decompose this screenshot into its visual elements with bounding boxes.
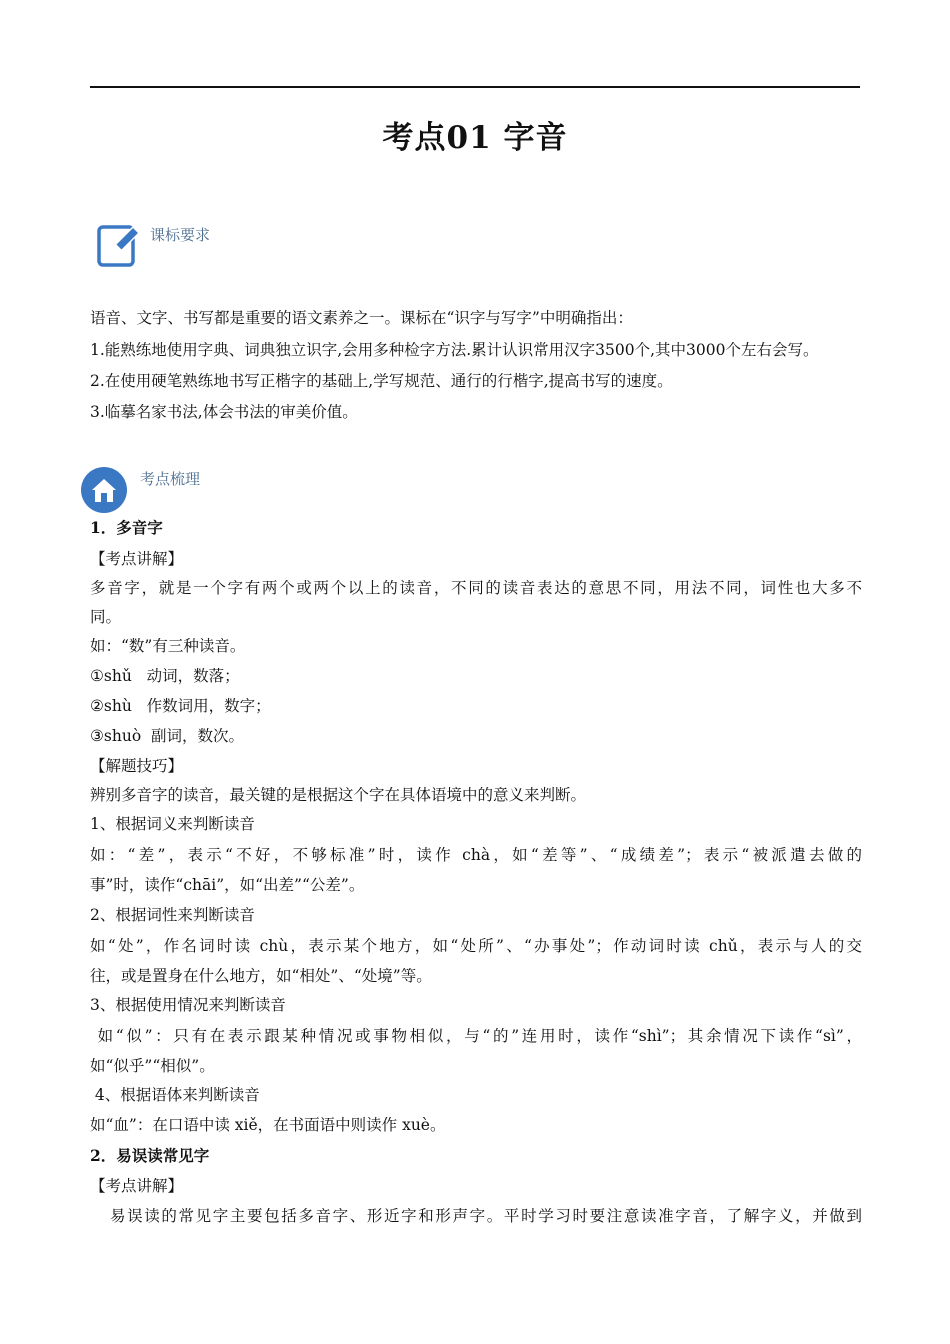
paragraph-line: 如“似”：只有在表示跟某种情况或事物相似，与“的”连用时，读作“shì”；其余情况下读作“sì”， <box>90 1027 862 1045</box>
paragraph-line: 如：“差”，表示“不好，不够标准”时，读作 chà，如“差等”、“成绩差”；表示“被派遣去做的 <box>90 846 862 864</box>
section-label-points: 考点梳理 <box>140 470 201 488</box>
header-rule <box>90 86 860 88</box>
section-header-requirements <box>96 222 210 270</box>
tip-title: 1、根据词义来判断读音 <box>90 815 255 833</box>
reading-item: ①shǔ 动词，数落； <box>90 667 240 685</box>
example-intro: 如：“数”有三种读音。 <box>90 637 246 655</box>
paragraph-line: 如“处”，作名词时读 chù，表示某个地方，如“处所”、“办事处”；作动词时读 chǔ，表示与人的交 <box>90 937 862 955</box>
requirements-intro: 语音、文字、书写都是重要的语文素养之一。课标在“识字与写字”中明确指出： <box>90 309 633 327</box>
tips-label: 【解题技巧】 <box>90 757 184 775</box>
section-header-points <box>80 466 200 514</box>
tip-title: 2、根据词性来判断读音 <box>90 906 255 924</box>
reading-item: ②shù 作数词用，数字； <box>90 697 271 715</box>
requirement-item: 1.能熟练地使用字典、词典独立识字,会用多种检字方法.累计认识常用汉字3500个,其中3000个左右会写。 <box>90 341 819 359</box>
tips-intro: 辨别多音字的读音，最关键的是根据这个字在具体语境中的意义来判断。 <box>90 786 587 804</box>
paragraph-line: 易误读的常见字主要包括多音字、形近字和形声字。平时学习时要注意读准字音，了解字义，并做到 <box>110 1207 862 1225</box>
requirement-item: 2.在使用硬笔熟练地书写正楷字的基础上,学写规范、通行的行楷字,提高书写的速度。 <box>90 372 673 390</box>
explain-label: 【考点讲解】 <box>90 1177 184 1195</box>
paragraph-line: 事”时，读作“chāi”，如“出差”“公差”。 <box>90 876 365 894</box>
reading-item: ③shuò 副词，数次。 <box>90 727 245 745</box>
tip-title: 4、根据语体来判断读音 <box>90 1086 260 1104</box>
paragraph-line: 如“似乎”“相似”。 <box>90 1057 215 1075</box>
page-title: 考点01 字音 <box>382 120 568 156</box>
paragraph-line: 往，或是置身在什么地方，如“相处”、“处境”等。 <box>90 967 432 985</box>
heading-misread-chars: 2．易误读常见字 <box>90 1146 210 1165</box>
tip-title: 3、根据使用情况来判断读音 <box>90 996 286 1014</box>
edit-note-icon <box>96 222 140 270</box>
paragraph-line: 如“血”：在口语中读 xiě，在书面语中则读作 xuè。 <box>90 1116 446 1134</box>
heading-polyphones: 1．多音字 <box>90 518 163 537</box>
paragraph-line: 同。 <box>90 608 122 626</box>
section-label-requirements: 课标要求 <box>150 226 211 244</box>
home-icon <box>80 466 128 514</box>
explain-label: 【考点讲解】 <box>90 550 184 568</box>
requirement-item: 3.临摹名家书法,体会书法的审美价值。 <box>90 403 358 421</box>
paragraph-line: 多音字，就是一个字有两个或两个以上的读音，不同的读音表达的意思不同，用法不同，词性也大多不 <box>90 579 862 597</box>
